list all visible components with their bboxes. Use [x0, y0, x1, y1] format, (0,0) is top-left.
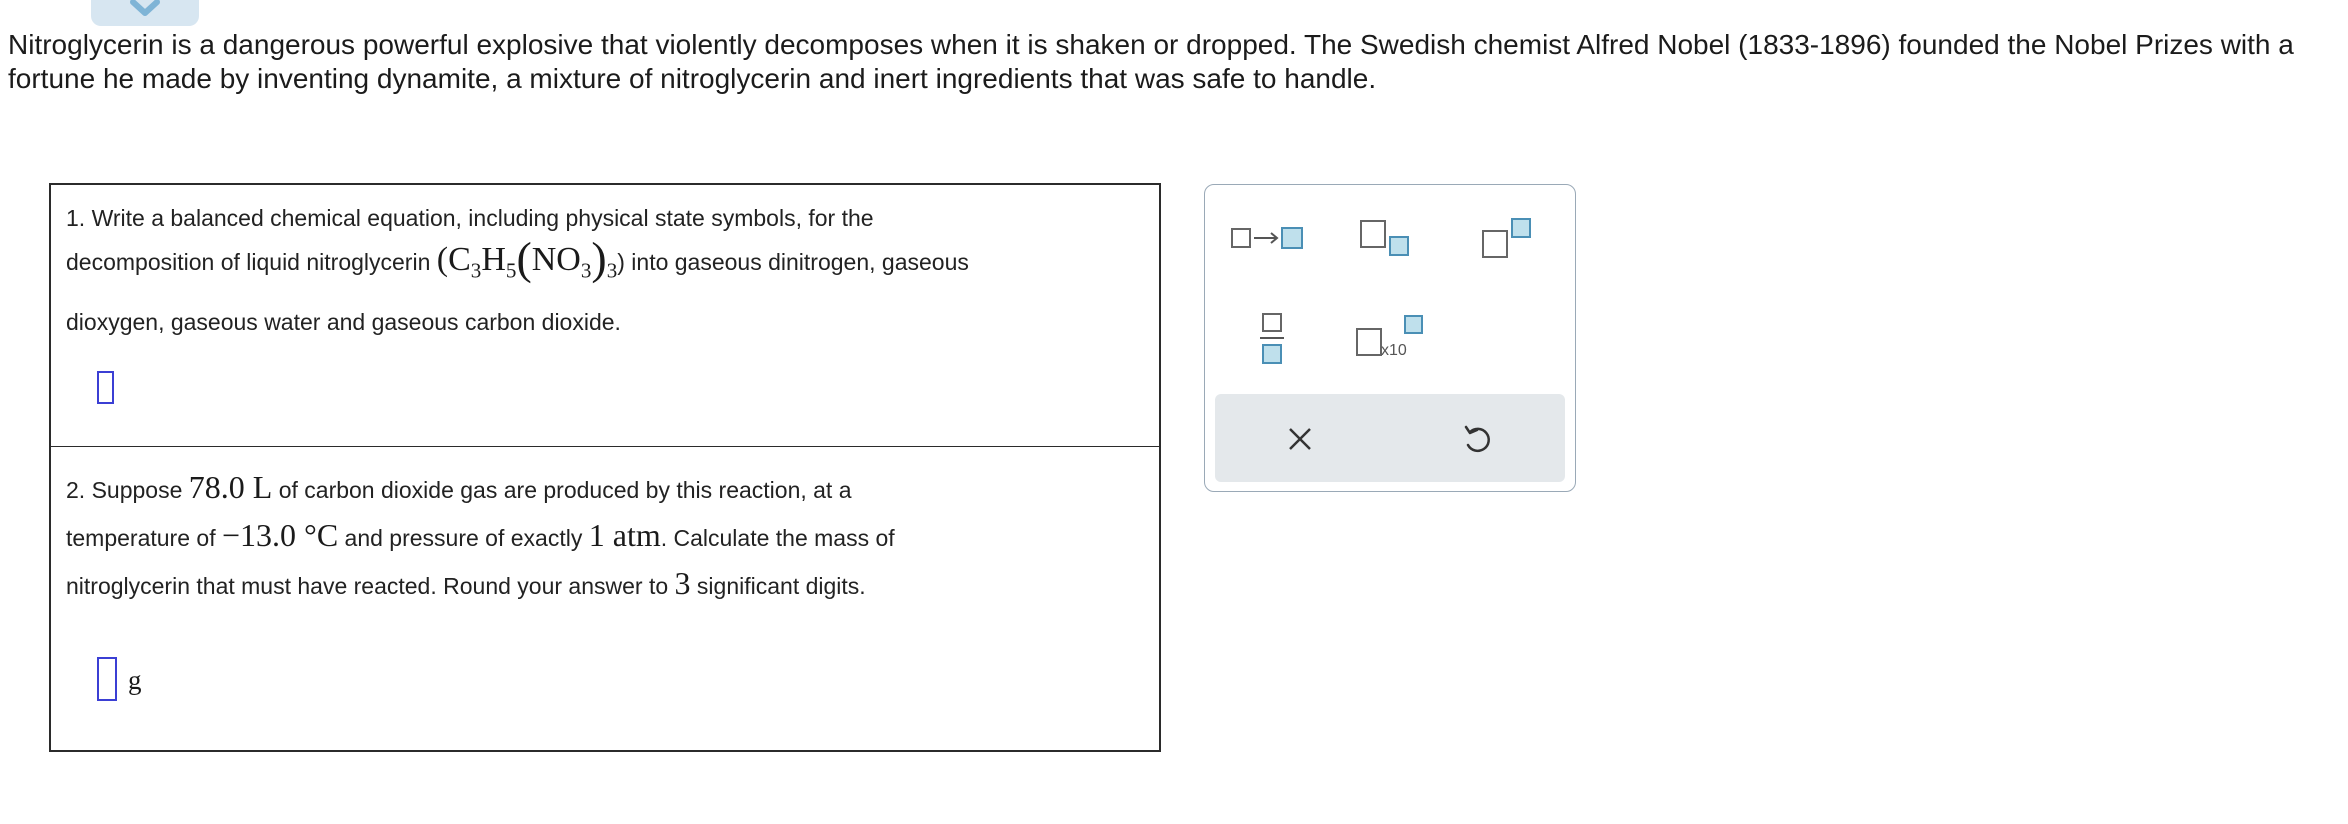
temperature-value: −13.0 °C: [221, 517, 339, 553]
undo-icon[interactable]: [1460, 423, 1494, 457]
x10-label: x10: [1381, 342, 1407, 359]
formula-open-paren: (: [436, 241, 449, 278]
q2-line-1-post: of carbon dioxide gas are produced by this reaction, at a: [272, 477, 852, 503]
pressure-value: 1 atm: [588, 517, 661, 553]
formula-nitrate-sub: 3: [580, 258, 592, 283]
q1-line-3: dioxygen, gaseous water and gaseous carbon dioxide.: [66, 309, 621, 335]
q2-line-2-post: . Calculate the mass of: [660, 525, 895, 551]
q2-line-2-pre: temperature of: [66, 525, 222, 551]
q2-line-2-mid: and pressure of exactly: [338, 525, 589, 551]
intro-paragraph: Nitroglycerin is a dangerous powerful explosive that violently decomposes when it is shaken or dropped. The Swedish chemist Alfred Nobel (1833-1896) founded the Nobel Prizes with a fortune he made by inventing dynamite, a mixture of nitroglycerin and inert ingredients that was safe to handle.: [8, 29, 2294, 94]
q1-line-2-pre: decomposition of liquid nitroglycerin: [66, 249, 437, 275]
close-icon[interactable]: [1285, 424, 1315, 454]
nitroglycerin-formula: [436, 232, 618, 284]
collapse-tab[interactable]: [91, 0, 199, 26]
answer-toolbox: [1204, 184, 1576, 492]
scientific-notation-tool-icon[interactable]: [1353, 313, 1429, 363]
question-1-panel: [49, 183, 1161, 447]
q2-line-2: [66, 517, 895, 554]
formula-nitrate: NO: [531, 241, 581, 278]
mass-unit-label: g: [128, 665, 142, 695]
formula-hydrogen-sub: 5: [505, 258, 517, 283]
subscript-tool-icon[interactable]: [1359, 217, 1415, 261]
q2-line-3-pre: nitroglycerin that must have reacted. Round your answer to: [66, 573, 675, 599]
formula-hydrogen: H: [481, 241, 506, 278]
superscript-tool-icon[interactable]: [1481, 215, 1537, 261]
sig-digits-value: 3: [674, 565, 691, 601]
q2-line-3: [66, 565, 866, 602]
mass-answer-input[interactable]: [97, 657, 117, 701]
q1-line-2: [66, 232, 969, 284]
question-2-panel: [49, 446, 1161, 752]
formula-carbon: C: [448, 241, 471, 278]
q1-line-1: 1. Write a balanced chemical equation, including physical state symbols, for the: [66, 205, 874, 231]
fraction-tool-icon[interactable]: [1257, 311, 1289, 367]
formula-close-paren: ): [617, 249, 625, 275]
formula-carbon-sub: 3: [470, 258, 482, 283]
q2-line-3-post: significant digits.: [690, 573, 866, 599]
q2-line-1: [66, 469, 852, 506]
chevron-down-icon: [129, 0, 161, 18]
volume-value: 78.0 L: [188, 469, 273, 505]
toolbox-action-bar: [1215, 394, 1565, 482]
equation-answer-input[interactable]: [97, 371, 114, 404]
q1-line-2-post: into gaseous dinitrogen, gaseous: [624, 249, 969, 275]
formula-nitrate-close-paren: ): [591, 232, 607, 284]
formula-nitrate-open-paren: (: [516, 232, 532, 284]
reaction-arrow-tool-icon[interactable]: [1230, 220, 1306, 256]
q2-line-1-pre: 2. Suppose: [66, 477, 189, 503]
formula-nitrate-count: 3: [606, 258, 618, 283]
